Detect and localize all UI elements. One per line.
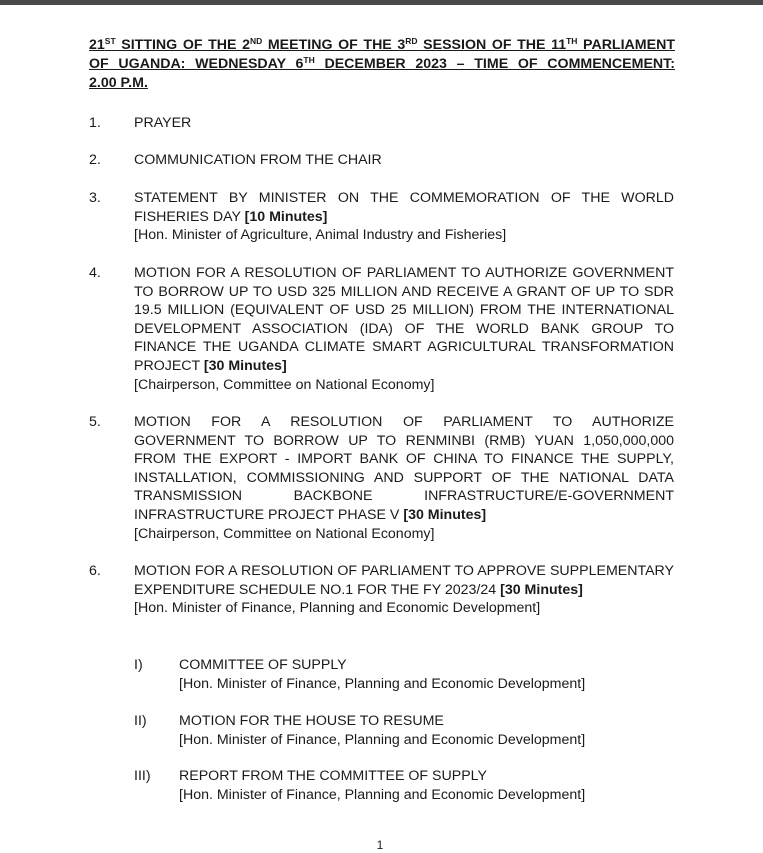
presenter: [Hon. Minister of Finance, Planning and Economic Development] bbox=[179, 786, 586, 803]
presenter: [Hon. Minister of Agriculture, Animal Industry and Fisheries] bbox=[134, 227, 507, 244]
item-text: MOTION FOR A RESOLUTION OF PARLIAMENT TO APPROVE SUPPLEMENTARY EXPENDITURE SCHEDULE NO.1 FOR THE FY 2023/24 [30 Minutes] [Hon. Minister of Finance, Planning and Economic Development] bbox=[134, 563, 674, 617]
time-allocation: [30 Minutes] bbox=[500, 581, 583, 598]
item-number: 3. bbox=[89, 190, 101, 206]
order-paper-title: 21ST SITTING OF THE 2ND MEETING OF THE 3RD SESSION OF THE 11TH PARLIAMENT OF UGANDA: WEDNESDAY 6TH DECEMBER 2023 – TIME OF COMMENCEMENT: 2.00 P.M. bbox=[89, 36, 675, 91]
item-text: STATEMENT BY MINISTER ON THE COMMEMORATION OF THE WORLD FISHERIES DAY [10 Minutes] [Hon. Minister of Agriculture, Animal Industry and Fisheries] bbox=[134, 190, 674, 244]
presenter: [Hon. Minister of Finance, Planning and Economic Development] bbox=[179, 675, 586, 692]
presenter: [Hon. Minister of Finance, Planning and Economic Development] bbox=[179, 731, 586, 748]
time-allocation: [30 Minutes] bbox=[403, 506, 487, 523]
item-text: MOTION FOR A RESOLUTION OF PARLIAMENT TO AUTHORIZE GOVERNMENT TO BORROW UP TO USD 325 MILLION AND RECEIVE A GRANT OF UP TO SDR 19.5 MILLION (EQUIVALENT OF USD 25 MILLION) FROM THE INTERNATIONAL DEVELOPMENT ASSOCIATION (IDA) OF THE WORLD BANK GROUP TO FINANCE THE UGANDA CLIMATE SMART AGRICULTURAL TRANSFORMATION PROJECT [30 Minutes] [Chairperson, Committee on National Economy] bbox=[134, 265, 674, 393]
top-window-border bbox=[0, 0, 763, 5]
subitem-text: COMMITTEE OF SUPPLY [Hon. Minister of Finance, Planning and Economic Development] bbox=[179, 657, 586, 692]
subitem-text: MOTION FOR THE HOUSE TO RESUME [Hon. Minister of Finance, Planning and Economic Development] bbox=[179, 713, 586, 748]
subitem-number: III) bbox=[134, 768, 151, 784]
presenter: [Hon. Minister of Finance, Planning and Economic Development] bbox=[134, 600, 541, 617]
presenter: [Chairperson, Committee on National Economy] bbox=[134, 525, 435, 542]
item-text: PRAYER bbox=[134, 115, 192, 131]
subitem-number: II) bbox=[134, 713, 147, 729]
item-text: MOTION FOR A RESOLUTION OF PARLIAMENT TO AUTHORIZE GOVERNMENT TO BORROW UP TO RENMINBI (RMB) YUAN 1,050,000,000 FROM THE EXPORT - IMPORT BANK OF CHINA TO FINANCE THE SUPPLY, INSTALLATION, COMMISSIONING AND SUPPORT OF THE NATIONAL DATA TRANSMISSION BACKBONE INFRASTRUCTURE/E-GOVERNMENT INFRASTRUCTURE PROJECT PHASE V [30 Minutes] [Chairperson, Committee on National Economy] bbox=[134, 414, 674, 542]
item-number: 6. bbox=[89, 563, 101, 579]
time-allocation: [10 Minutes] bbox=[244, 208, 328, 225]
item-number: 4. bbox=[89, 265, 101, 281]
item-number: 1. bbox=[89, 115, 101, 131]
item-text: COMMUNICATION FROM THE CHAIR bbox=[134, 152, 382, 168]
presenter: [Chairperson, Committee on National Economy] bbox=[134, 376, 435, 393]
subitem-text: REPORT FROM THE COMMITTEE OF SUPPLY [Hon. Minister of Finance, Planning and Economic Development] bbox=[179, 768, 586, 803]
item-number: 5. bbox=[89, 414, 101, 430]
page-number: 1 bbox=[376, 838, 384, 852]
time-allocation: [30 Minutes] bbox=[203, 357, 287, 374]
item-number: 2. bbox=[89, 152, 101, 168]
subitem-number: I) bbox=[134, 657, 143, 673]
